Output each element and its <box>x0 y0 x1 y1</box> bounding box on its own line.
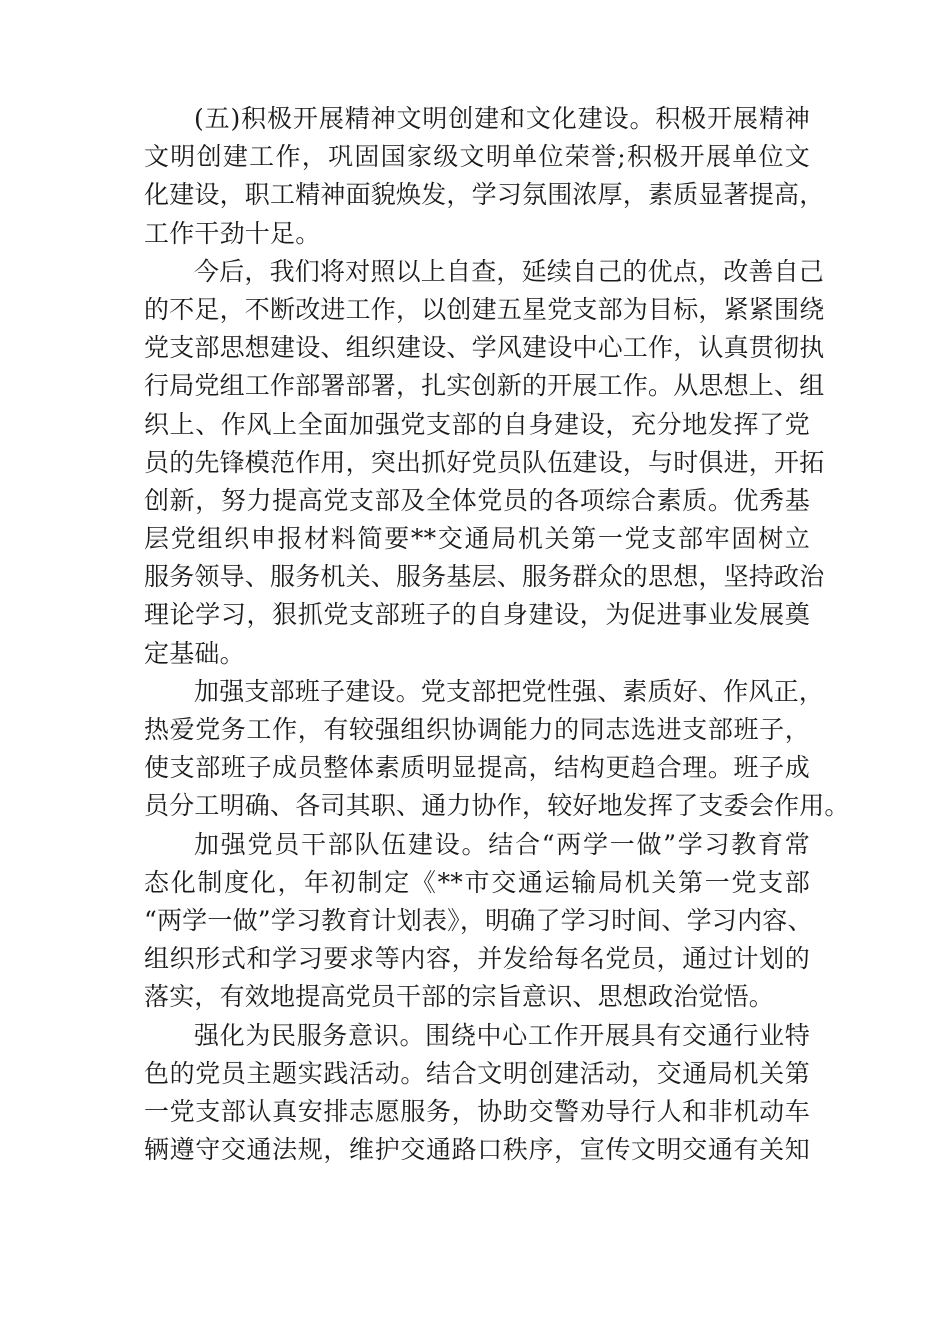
paragraph-line: 强化为民服务意识。围绕中心工作开展具有交通行业特 <box>194 1020 810 1050</box>
paragraph-line: 文明创建工作，巩固国家级文明单位荣誉;积极开展单位文 <box>144 142 810 172</box>
paragraph-line: 员分工明确、各司其职、通力协作，较好地发挥了支委会作用。 <box>144 791 850 821</box>
paragraph-line: 党支部思想建设、组织建设、学风建设中心工作，认真贯彻执 <box>144 333 825 363</box>
paragraph-line: 层党组织申报材料简要**交通局机关第一党支部牢固树立 <box>144 524 810 554</box>
paragraph-line: “两学一做”学习教育计划表》，明确了学习时间、学习内容、 <box>144 905 813 935</box>
paragraph-line: 组织形式和学习要求等内容，并发给每名党员，通过计划的 <box>144 944 810 974</box>
paragraph-future-plans <box>144 253 825 673</box>
paragraph-line: 织上、作风上全面加强党支部的自身建设，充分地发挥了党 <box>144 409 810 439</box>
paragraph-branch-team <box>144 673 850 826</box>
paragraph-line: 态化制度化，年初制定《**市交通运输局机关第一党支部 <box>144 867 810 897</box>
paragraph-line: 理论学习，狠抓党支部班子的自身建设，为促进事业发展奠 <box>144 600 810 630</box>
paragraph-line: 工作干劲十足。 <box>144 218 321 248</box>
paragraph-cadre-team <box>144 826 813 1017</box>
paragraph-line: 加强党员干部队伍建设。结合“两学一做”学习教育常 <box>194 829 810 859</box>
paragraph-spiritual-civilization <box>144 100 825 253</box>
paragraph-line: 落实，有效地提高党员干部的宗旨意识、思想政治觉悟。 <box>144 982 775 1012</box>
paragraph-line: 员的先锋模范作用，突出抓好党员队伍建设，与时俱进，开拓 <box>144 447 825 477</box>
document-page <box>144 100 850 1169</box>
paragraph-line: 创新，努力提高党支部及全体党员的各项综合素质。优秀基 <box>144 485 810 515</box>
paragraph-line: 使支部班子成员整体素质明显提高，结构更趋合理。班子成 <box>144 753 810 783</box>
paragraph-line: 热爱党务工作，有较强组织协调能力的同志选进支部班子， <box>144 715 810 744</box>
paragraph-public-service <box>144 1017 810 1170</box>
paragraph-line: (五)积极开展精神文明创建和文化建设。积极开展精神 <box>194 104 810 133</box>
paragraph-line: 化建设，职工精神面貌焕发，学习氛围浓厚，素质显著提高， <box>144 180 825 210</box>
paragraph-line: 加强支部班子建设。党支部把党性强、素质好、作风正， <box>194 676 825 706</box>
paragraph-line: 一党支部认真安排志愿服务，协助交警劝导行人和非机动车 <box>144 1096 810 1126</box>
paragraph-line: 色的党员主题实践活动。结合文明创建活动，交通局机关第 <box>144 1058 810 1088</box>
paragraph-line: 行局党组工作部署部署，扎实创新的开展工作。从思想上、组 <box>144 371 825 401</box>
paragraph-line: 辆遵守交通法规，维护交通路口秩序，宣传文明交通有关知 <box>144 1135 810 1165</box>
paragraph-line: 服务领导、服务机关、服务基层、服务群众的思想，坚持政治 <box>144 562 825 592</box>
paragraph-line: 的不足，不断改进工作，以创建五星党支部为目标，紧紧围绕 <box>144 294 825 324</box>
paragraph-line: 今后，我们将对照以上自查，延续自己的优点，改善自己 <box>194 256 825 286</box>
paragraph-line: 定基础。 <box>144 638 245 668</box>
